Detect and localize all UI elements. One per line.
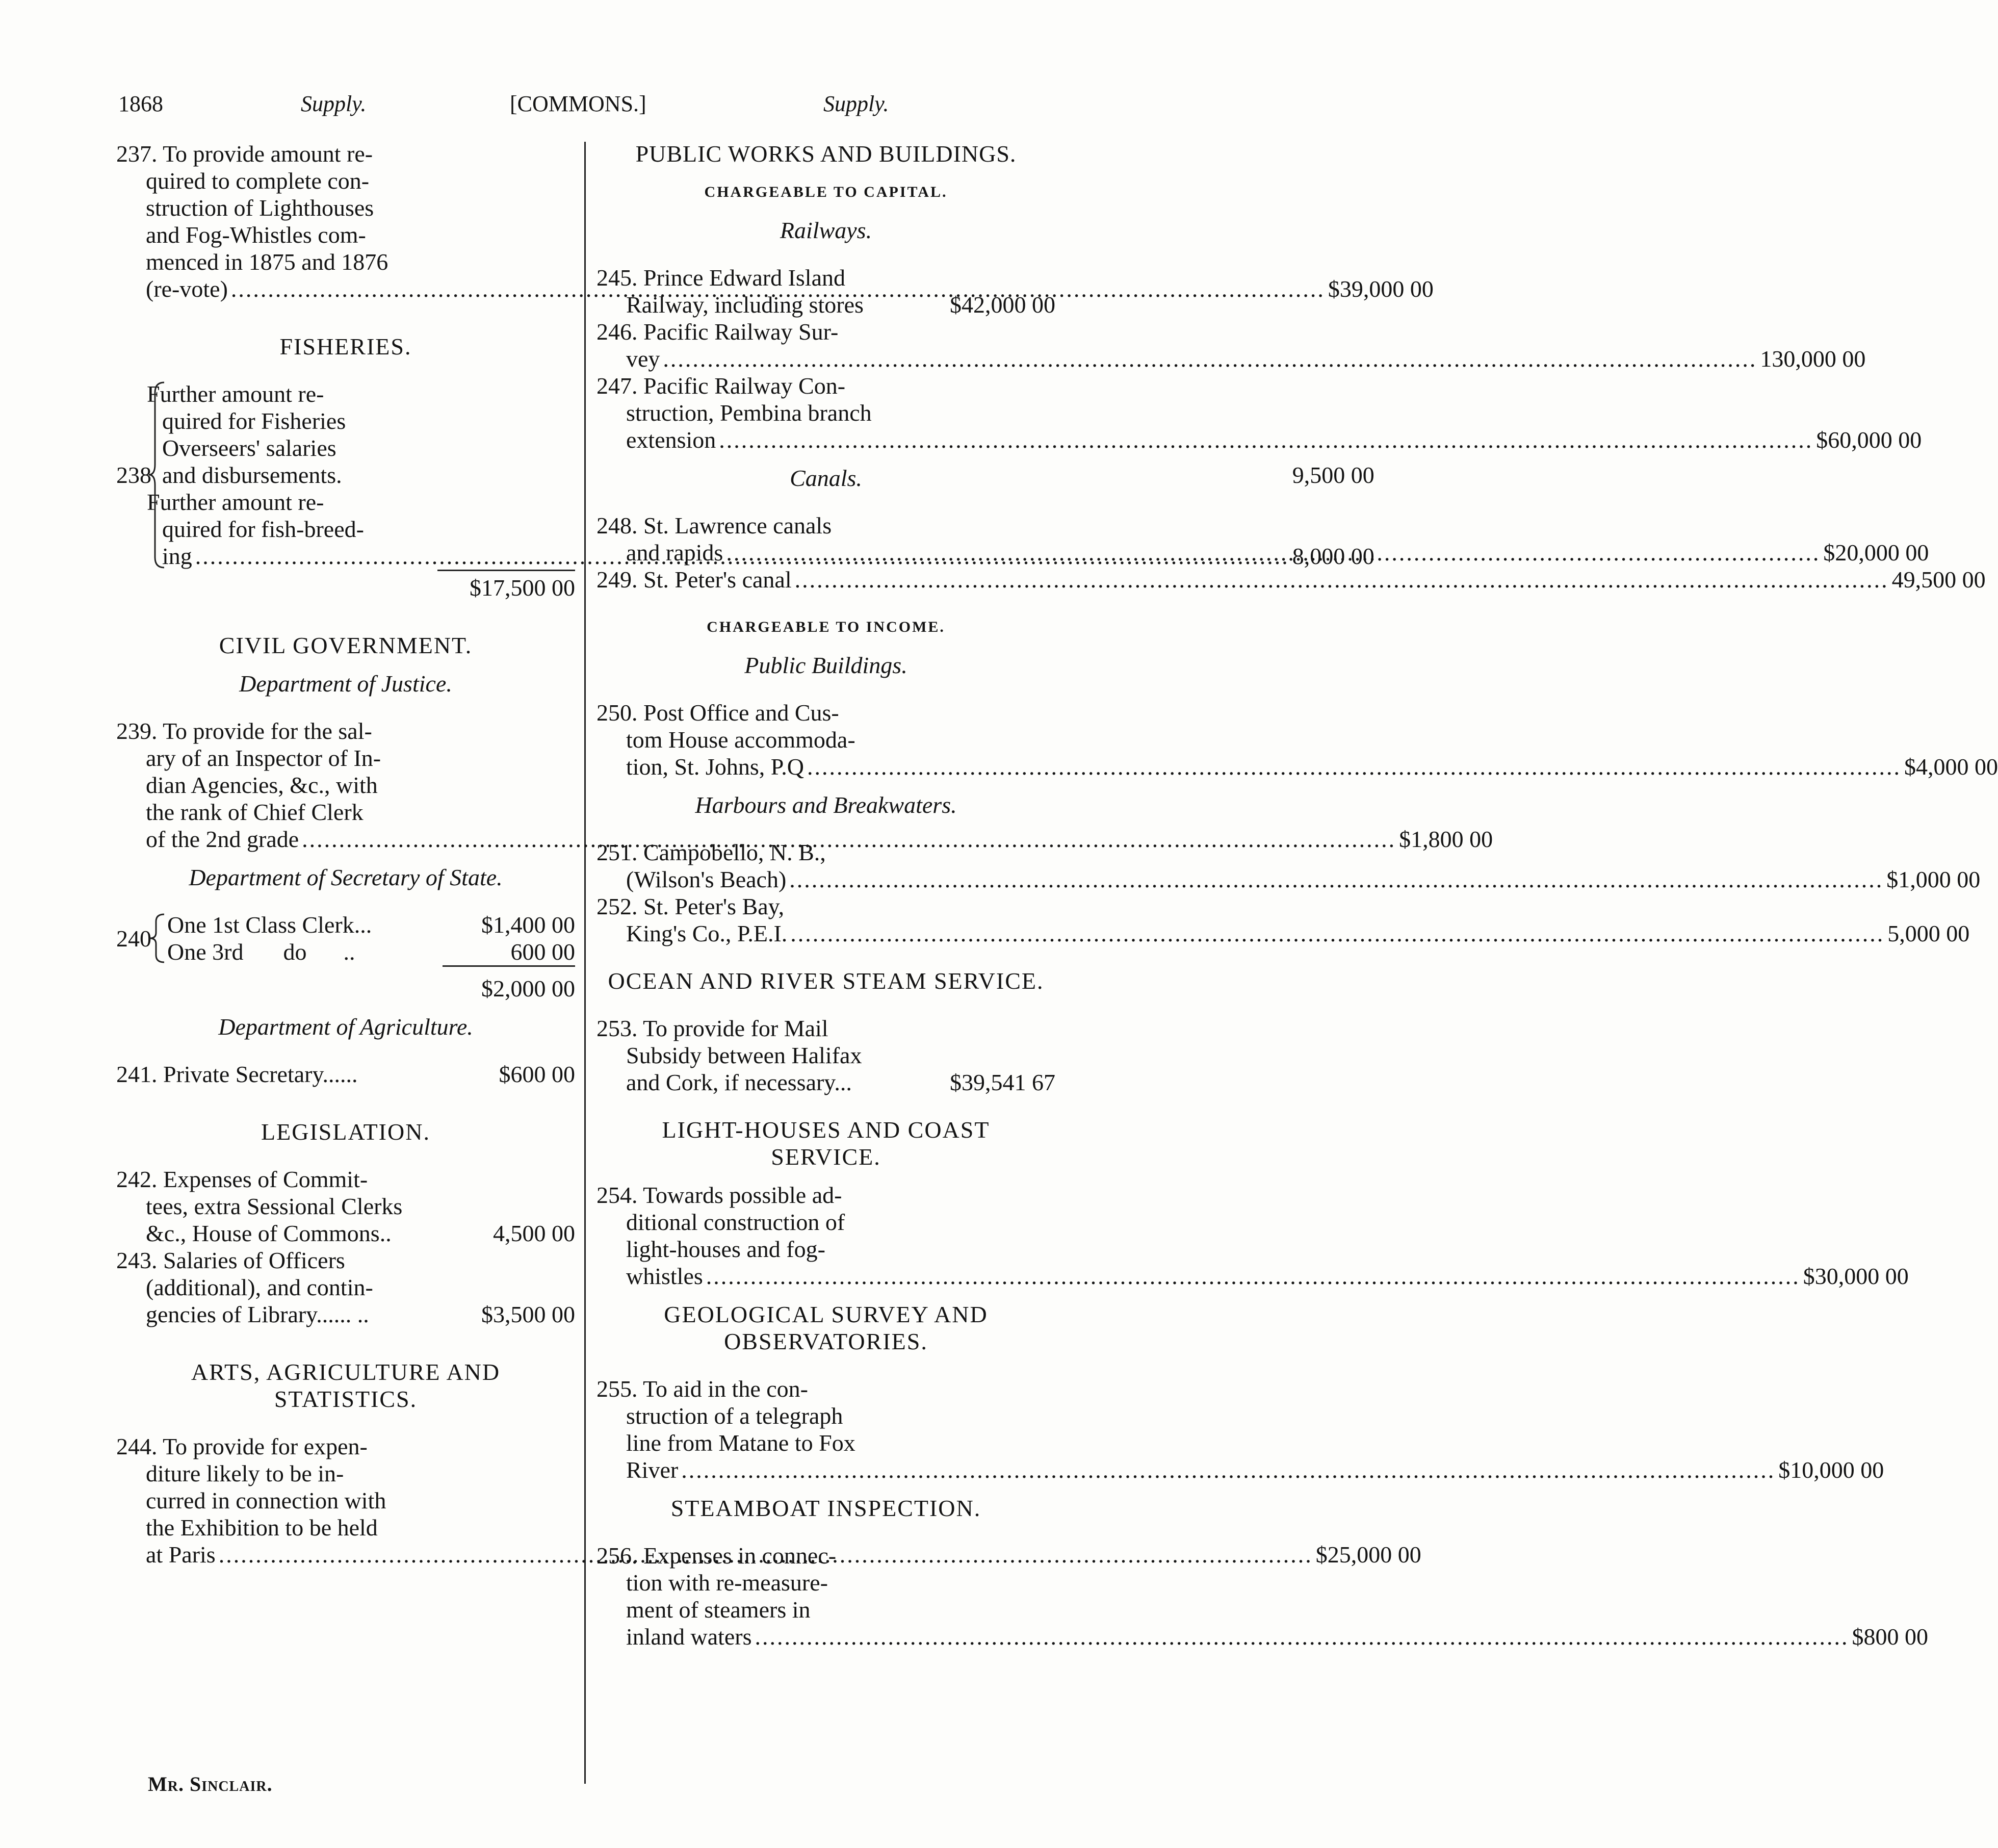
item-248-amount: $20,000 00 [1823,540,1929,566]
leader-dots [807,753,1901,780]
item-255-line: line from Matane to Fox [626,1430,855,1456]
item-239-line: the rank of Chief Clerk [146,799,364,825]
item-247-line: struction, Pembina branch [626,400,872,426]
item-251-amount-row [596,866,1981,893]
item-240-total: $2,000 00 [481,976,575,1002]
item-241-amount: $600 00 [499,1061,575,1087]
item-244-line: 244. To provide for expen- [116,1433,368,1459]
leader-dots [795,566,1889,593]
item-240-amount-2: 600 00 [510,939,575,965]
page-number: 1868 [118,91,163,116]
subheading-agriculture: Department of Agriculture. [218,1014,473,1040]
item-255-line: struction of a telegraph [626,1403,843,1429]
item-253-line: Subsidy between Halifax [626,1042,862,1068]
leader-dots [719,426,1813,453]
item-249-line: 249. St. Peter's canal [596,567,792,593]
item-246-last-line: vey [626,346,660,372]
brace-icon [147,911,167,965]
item-244-line: the Exhibition to be held [146,1515,378,1541]
item-241-label: 241. Private Secretary...... [116,1061,358,1087]
item-256-amount-row [596,1623,1929,1650]
item-244-amount: $25,000 00 [1315,1542,1421,1568]
leader-dots [706,1263,1800,1290]
item-237-line: quired to complete con- [146,168,370,194]
item-256-line: 256. Expenses in connec- [596,1543,837,1569]
section-heading-civil-government: CIVIL GOVERNMENT. [219,632,473,658]
right-running-title: Supply. [823,91,889,116]
section-heading-arts-agriculture-statistics: ARTS, AGRICULTURE AND STATISTICS. [191,1359,501,1412]
item-243-amount-row [116,1301,575,1328]
item-238b-line: quired for fish-breed- [162,516,364,542]
item-240-row-1 [167,911,575,938]
item-239-line: 239. To provide for the sal- [116,718,372,744]
item-237-amount: $39,000 00 [1328,276,1434,302]
subheading-secretary-of-state: Department of Secretary of State. [189,864,503,890]
subheading-railways: Railways. [780,217,872,243]
speaker-signature: Mr. Sinclair. [148,1773,273,1795]
item-243-line: (additional), and contin- [146,1274,373,1300]
item-242-amount-row [116,1220,575,1247]
running-header [0,91,1164,126]
item-251-line: 251. Campobello, N. B., [596,839,826,865]
leader-dots [726,539,1820,566]
item-238b-last-line: ing [162,543,192,569]
item-238a-last-line: and disbursements. [162,462,342,488]
item-238a-line: Further amount re- [147,381,324,407]
item-256-last-line: inland waters [626,1624,752,1650]
item-253-last-line: and Cork, if necessary... [626,1069,852,1095]
item-252-line: 252. St. Peter's Bay, [596,893,785,919]
item-242-line: tees, extra Sessional Clerks [146,1193,403,1219]
item-240-amount-1: $1,400 00 [481,912,575,938]
item-245-last-line: Railway, including stores [626,292,864,318]
item-256-line: tion with re-measure- [626,1570,828,1596]
item-252-amount-row [596,920,1970,947]
item-242 [116,1166,575,1247]
item-254-last-line: whistles [626,1263,703,1289]
item-239-last-line: of the 2nd grade [146,826,299,852]
item-237-last-line: (re-vote) [146,276,228,302]
section-heading-fisheries: FISHERIES. [279,333,412,360]
item-238a-line: Overseers' salaries [162,435,336,461]
item-238a-amount: 9,500 00 [1292,462,1374,488]
item-242-line: 242. Expenses of Commit- [116,1166,368,1192]
leader-dots: .. [343,939,355,965]
section-heading-light-houses: LIGHT-HOUSES AND COAST SERVICE. [662,1117,990,1170]
item-239-line: dian Agencies, &c., with [146,772,378,798]
item-246-amount-row [596,345,1866,372]
total-rule [116,965,575,970]
item-255-line: 255. To aid in the con- [596,1376,808,1402]
item-253-amount-row [596,1069,1055,1096]
item-250-last-line: tion, St. Johns, P.Q [626,754,804,780]
item-255-last-line: River [626,1457,679,1483]
item-240-label-2: One 3rd [167,939,244,965]
item-254-line: 254. Towards possible ad- [596,1182,842,1208]
item-248-last-line: and rapids [626,540,723,566]
item-247-amount-row [596,426,1922,453]
total-rule [116,570,575,574]
item-247-line: 247. Pacific Railway Con- [596,373,846,399]
section-heading-steamboat-inspection: STEAMBOAT INSPECTION. [670,1495,981,1521]
item-245-line: 245. Prince Edward Island [596,265,845,291]
item-243-amount: $3,500 00 [481,1301,575,1327]
leader-dots [663,345,1757,372]
item-247-last-line: extension [626,427,716,453]
item-250-amount-row [596,753,1998,780]
item-245-amount-row [596,291,1055,318]
item-243 [116,1247,575,1328]
item-252-last-line: King's Co., P.E.I. [626,920,788,946]
item-239-amount: $1,800 00 [1399,826,1493,852]
item-251-amount: $1,000 00 [1886,866,1981,892]
item-252-amount: 5,000 00 [1887,920,1970,946]
item-250-line: 250. Post Office and Cus- [596,700,839,726]
item-256-amount: $800 00 [1852,1624,1929,1650]
item-240-number: 240 [116,925,151,952]
item-240-row-2 [167,938,575,965]
item-238a-line: quired for Fisheries [162,408,346,434]
item-254-line: ditional construction of [626,1209,845,1235]
section-heading-ocean-river: OCEAN AND RIVER STEAM SERVICE. [608,968,1044,994]
subheading-justice: Department of Justice. [239,671,452,697]
item-253-line: 253. To provide for Mail [596,1015,828,1041]
item-249-amount: 49,500 00 [1891,567,1986,593]
section-heading-legislation: LEGISLATION. [261,1119,430,1145]
subheading-chargeable-income: CHARGEABLE TO INCOME. [707,619,945,635]
item-243-line: 243. Salaries of Officers [116,1247,345,1273]
leader-dots [681,1456,1775,1483]
item-251-last-line: (Wilson's Beach) [626,866,787,892]
item-240-group [116,911,575,965]
item-238-total: $17,500 00 [470,575,575,601]
item-254-amount-row [596,1263,1909,1290]
leader-dots [790,920,1884,947]
section-heading-geological-survey: GEOLOGICAL SURVEY AND OBSERVATORIES. [664,1301,988,1354]
item-256-line: ment of steamers in [626,1597,811,1623]
ditto-mark: do [283,939,307,965]
item-237-line: 237. To provide amount re- [116,141,373,167]
item-238-number: 238 [116,462,151,488]
item-246-line: 246. Pacific Railway Sur- [596,319,839,345]
item-239-line: ary of an Inspector of In- [146,745,381,771]
item-248-line: 248. St. Lawrence canals [596,512,832,538]
item-240-label-1: One 1st Class Clerk... [167,912,372,938]
item-246-amount: 130,000 00 [1760,346,1866,372]
left-running-title: Supply. [301,91,367,116]
item-247-amount: $60,000 00 [1816,427,1922,453]
chamber-label: [COMMONS.] [510,91,646,116]
leader-dots [755,1623,1849,1650]
item-241-row [116,1061,575,1088]
item-255-amount: $10,000 00 [1778,1457,1884,1483]
section-heading-public-works: PUBLIC WORKS AND BUILDINGS. [635,141,1017,167]
item-250-line: tom House accommoda- [626,727,855,753]
item-243-last-line: gencies of Library...... .. [146,1301,369,1327]
item-254-line: light-houses and fog- [626,1236,825,1262]
item-244-line: diture likely to be in- [146,1460,344,1486]
item-237-line: menced in 1875 and 1876 [146,249,388,275]
item-238b-amount: 8,000 00 [1292,543,1374,569]
subheading-chargeable-capital: CHARGEABLE TO CAPITAL. [704,184,948,200]
leader-dots [789,866,1883,893]
subheading-canals: Canals. [790,465,862,491]
item-244-last-line: at Paris [146,1542,216,1568]
item-245-amount: $42,000 00 [950,292,1055,318]
subheading-public-buildings: Public Buildings. [744,652,907,678]
item-244-line: curred in connection with [146,1487,386,1513]
item-237-line: and Fog-Whistles com- [146,222,366,248]
item-255-amount-row [596,1456,1884,1483]
item-238b-line: Further amount re- [147,489,324,515]
item-254-amount: $30,000 00 [1803,1263,1909,1289]
item-242-amount: 4,500 00 [493,1220,575,1246]
item-249-amount-row [596,566,1986,593]
subheading-harbours: Harbours and Breakwaters. [695,792,957,818]
item-237-line: struction of Lighthouses [146,195,374,221]
item-250-amount: $4,000 00 [1904,754,1998,780]
item-242-last-line: &c., House of Commons.. [146,1220,392,1246]
item-253-amount: $39,541 67 [950,1069,1055,1095]
